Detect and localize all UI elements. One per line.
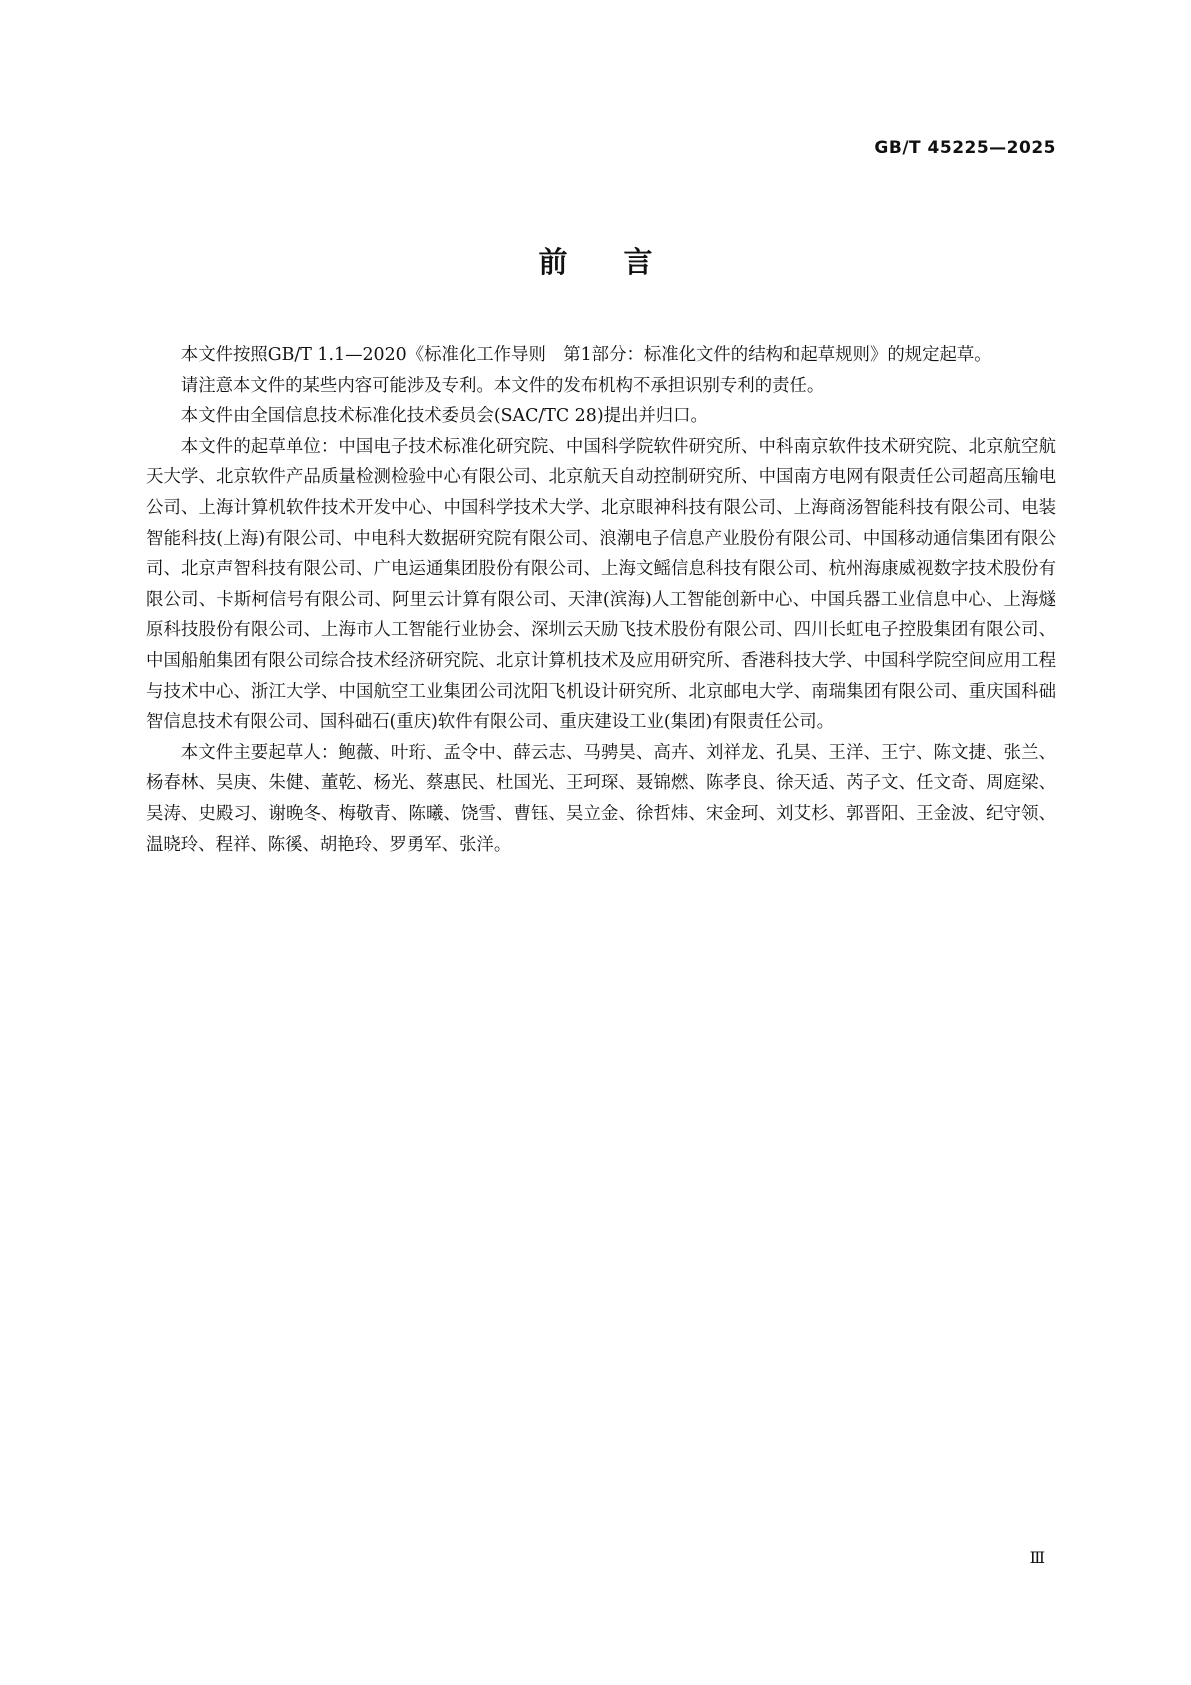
page-title: 前言 (538, 245, 709, 279)
paragraph-drafters: 本文件主要起草人：鲍薇、叶珩、孟令中、薛云志、马骋昊、高卉、刘祥龙、孔昊、王洋、王宁、陈文捷、张兰、杨春林、吴庚、朱健、董乾、杨光、蔡惠民、杜国光、王珂琛、聂锦燃、陈孝良、徐天适、芮子文、任文奇、周庭梁、吴涛、史殿习、谢晚冬、梅敬青、陈曦、饶雪、曹钰、吴立金、徐哲炜、宋金珂、刘艾杉、郭晋阳、王金波、纪守领、温晓玲、程祥、陈徯、胡艳玲、罗勇军、张洋。 (146, 742, 1056, 855)
standard-number: GB/T 45225—2025 (874, 138, 1056, 158)
paragraph-drafting-rules: 本文件按照GB/T 1.1—2020《标准化工作导则 第1部分：标准化文件的结构和起草规则》的规定起草。 (180, 345, 992, 365)
paragraph-patent-notice: 请注意本文件的某些内容可能涉及专利。本文件的发布机构不承担识别专利的责任。 (180, 375, 825, 396)
paragraph-drafting-organizations: 本文件的起草单位：中国电子技术标准化研究院、中国科学院软件研究所、中科南京软件技术研究院、北京航空航天大学、北京软件产品质量检测检验中心有限公司、北京航天自动控制研究所、中国南方电网有限责任公司超高压输电公司、上海计算机软件技术开发中心、中国科学技术大学、北京眼神科技有限公司、上海商汤智能科技有限公司、电装智能科技(上海)有限公司、中电科大数据研究院有限公司、浪潮电子信息产业股份有限公司、中国移动通信集团有限公司、北京声智科技有限公司、广电运通集团股份有限公司、上海文鳐信息科技有限公司、杭州海康威视数字技术股份有限公司、卡斯柯信号有限公司、阿里云计算有限公司、天津(滨海)人工智能创新中心、中国兵器工业信息中心、上海燧原科技股份有限公司、上海市人工智能行业协会、深圳云天励飞技术股份有限公司、四川长虹电子控股集团有限公司、中国船舶集团有限公司综合技术经济研究院、北京计算机技术及应用研究所、香港科技大学、中国科学院空间应用工程与技术中心、浙江大学、中国航空工业集团公司沈阳飞机设计研究所、北京邮电大学、南瑞集团有限公司、重庆国科础智信息技术有限公司、国科础石(重庆)软件有限公司、重庆建设工业(集团)有限责任公司。 (146, 436, 1056, 733)
foreword-body (146, 340, 1056, 860)
page-number: Ⅲ (1029, 1548, 1045, 1567)
paragraph-proposer: 本文件由全国信息技术标准化技术委员会(SAC/TC 28)提出并归口。 (180, 406, 708, 427)
